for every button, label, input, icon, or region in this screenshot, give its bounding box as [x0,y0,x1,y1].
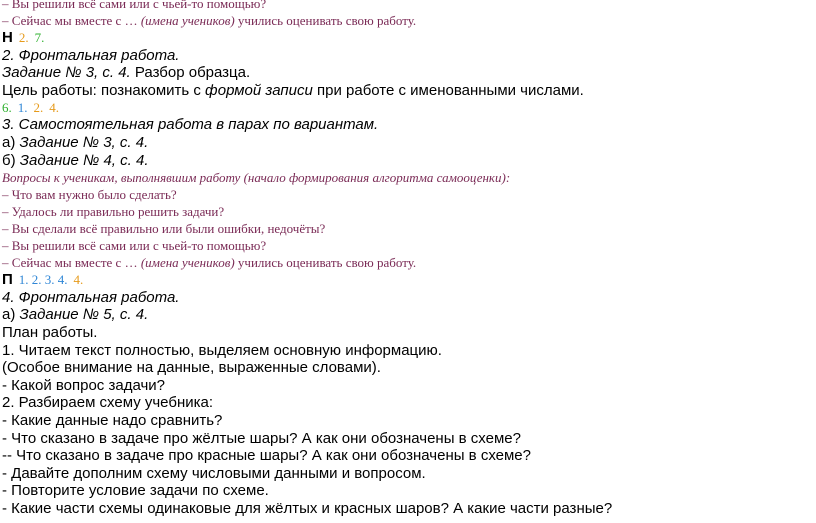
marker-number: 2. [18,30,29,45]
text-fragment: – Сейчас мы вместе с … [2,13,141,28]
emphasis: формой записи [205,81,313,99]
task-ref: Задание № 3, с. 4. [2,64,131,82]
plan-step-1: 1. Читаем текст полностью, выделяем основную информацию. [2,341,442,359]
section-frontal-2: 2. Фронтальная работа. [2,46,180,64]
question-red: -- Что сказано в задаче про красные шары? А как они обозначены в схеме? [2,447,531,465]
marker-number: 2. [33,100,44,116]
question-main: - Какой вопрос задачи? [2,376,166,394]
text-fragment: б) [2,151,20,169]
marker-letter: П [2,271,13,289]
plan-step-1-note: (Особое внимание на данные, выраженные словами). [2,359,381,377]
task-ref: Задание № 3, с. 4. [19,133,149,151]
section-frontal-4: 4. Фронтальная работа. [2,288,180,306]
text-fragment: при работе с именованными числами. [312,81,584,99]
variant-b-line [0,152,816,170]
text-fragment: Цель работы: познакомить с [2,81,206,99]
student-names-placeholder: (имена учеников) [140,255,235,271]
question-together-assess-2 [0,254,816,271]
question-parts: - Какие части схемы одинаковые для жёлтых и красных шаров? А какие части разные? [2,499,613,517]
section-independent-3: 3. Самостоятельная работа в парах по вариантам. [2,116,379,134]
plan-title: План работы. [2,323,98,341]
text-fragment: Разбор образца. [130,64,251,82]
text-fragment: а) [2,133,20,151]
variant-a-line [0,134,816,152]
question-need: – Что вам нужно было сделать? [2,187,177,203]
marker-number: 1. 2. 3. 4. [18,272,68,288]
question-solo-help: – Вы решили всё сами или с чьей-то помощью? [2,0,267,11]
task-3-line [0,64,816,82]
text-fragment: учились оценивать свою работу. [234,255,417,271]
question-complete: - Давайте дополним схему числовыми данными и вопросом. [2,464,426,482]
goal-line [0,82,816,100]
marker-number: 7. [34,30,45,45]
marker-number: 4. [49,100,59,116]
marker-number: 1. [17,100,28,116]
question-yellow: - Что сказано в задаче про жёлтые шары? А как они обозначены в схеме? [2,429,521,447]
plan-step-2: 2. Разбираем схему учебника: [2,394,214,412]
task-ref: Задание № 5, с. 4. [19,306,149,324]
question-managed: – Удалось ли правильно решить задачи? [2,204,225,220]
marker-line-numbers [0,99,816,116]
questions-title: Вопросы к ученикам, выполнявшим работу (начало формирования алгоритма самооценки): [2,170,511,186]
question-errors: – Вы сделали всё правильно или были ошибки, недочёты? [2,221,326,237]
text-fragment: – Сейчас мы вместе с … [2,255,141,271]
marker-line-n [0,29,816,47]
text-fragment: а) [2,306,20,324]
question-compare: - Какие данные надо сравнить? [2,411,223,429]
marker-number: 4. [73,272,84,288]
text-fragment: учились оценивать свою работу. [234,13,417,28]
marker-line-p [0,271,816,289]
question-solo-help-2: – Вы решили всё сами или с чьей-то помощью? [2,238,267,254]
question-together-assess [0,12,816,29]
task-ref: Задание № 4, с. 4. [19,151,149,169]
task-5-line [0,306,816,324]
marker-letter: Н [2,29,13,46]
marker-number: 6. [2,100,12,116]
student-names-placeholder: (имена учеников) [140,13,235,28]
question-repeat: - Повторите условие задачи по схеме. [2,482,269,500]
